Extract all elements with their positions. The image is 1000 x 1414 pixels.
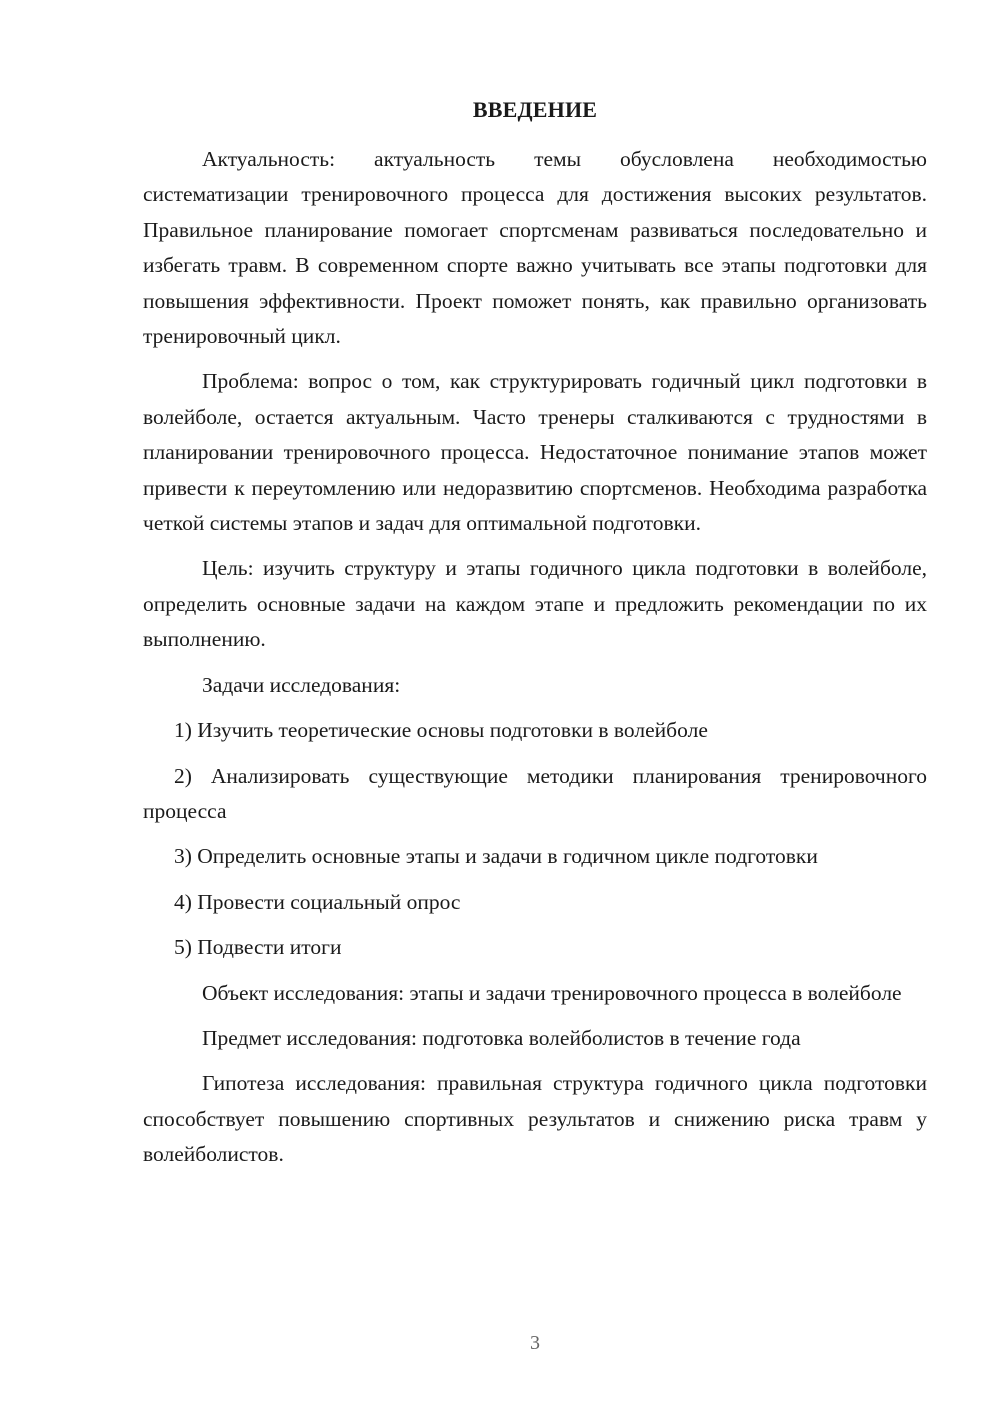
tasks-heading: Задачи исследования: <box>202 672 401 697</box>
task-item: 2) Анализировать существующие методики планирования тренировочного процесса <box>143 763 927 823</box>
subject-paragraph: Предмет исследования: подготовка волейболистов в течение года <box>202 1025 801 1050</box>
task-item: 3) Определить основные этапы и задачи в годичном цикле подготовки <box>174 844 818 869</box>
page-title: ВВЕДЕНИЕ <box>472 97 598 122</box>
task-item: 1) Изучить теоретические основы подготовки в волейболе <box>174 718 708 743</box>
relevance-paragraph: Актуальность: актуальность темы обусловлена необходимостью систематизации тренировочного процесса для достижения высоких результатов. Правильное планирование помогает спортсменам развиваться последовательно и избегать травм. В современном спорте важно учитывать все этапы подготовки для повышения эффективности. Проект поможет понять, как правильно организовать тренировочный цикл. <box>143 147 927 349</box>
problem-paragraph: Проблема: вопрос о том, как структурировать годичный цикл подготовки в волейболе, остается актуальным. Часто тренеры сталкиваются с трудностями в планировании тренировочного процесса. Недостаточное понимание этапов может привести к переутомлению или недоразвитию спортсменов. Необходима разработка четкой системы этапов и задач для оптимальной подготовки. <box>143 369 927 536</box>
hypothesis-paragraph: Гипотеза исследования: правильная структура годичного цикла подготовки способствует повышению спортивных результатов и снижению риска травм у волейболистов. <box>143 1071 927 1167</box>
object-paragraph: Объект исследования: этапы и задачи тренировочного процесса в волейболе <box>202 980 902 1005</box>
task-item: 5) Подвести итоги <box>174 935 342 960</box>
goal-paragraph: Цель: изучить структуру и этапы годичного цикла подготовки в волейболе, определить основные задачи на каждом этапе и предложить рекомендации по их выполнению. <box>143 556 927 652</box>
task-item: 4) Провести социальный опрос <box>174 889 461 914</box>
document-body <box>143 142 927 1183</box>
page-number: 3 <box>530 1332 540 1354</box>
